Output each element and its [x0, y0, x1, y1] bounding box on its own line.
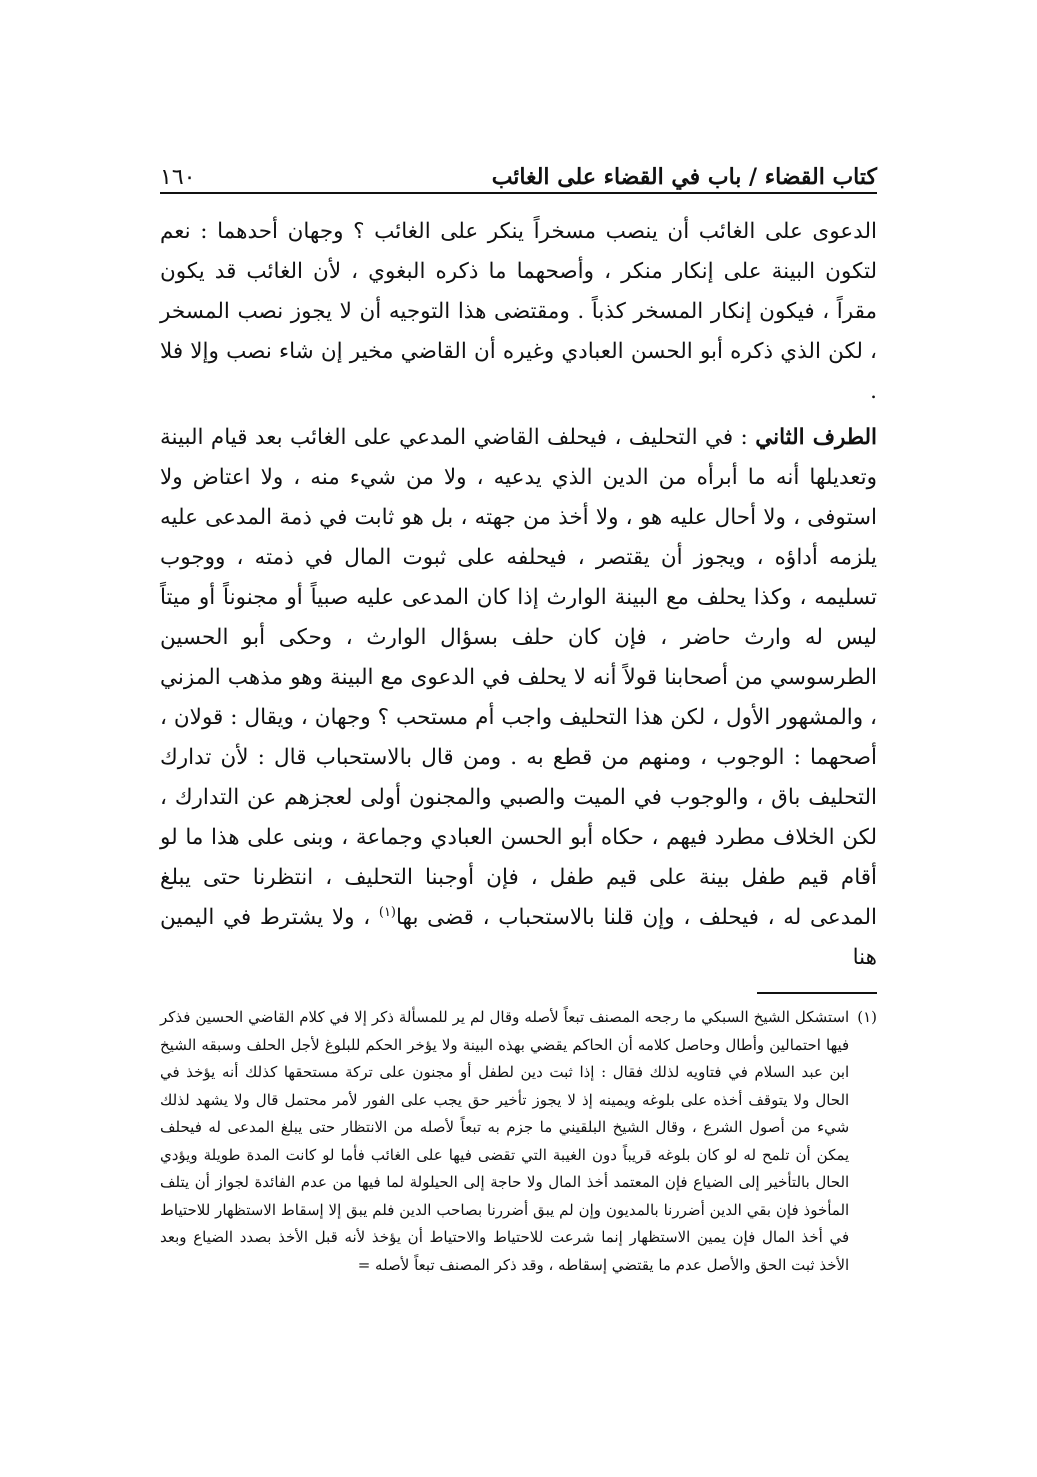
paragraph-2-lead: الطرف الثاني [755, 425, 878, 450]
footnote [160, 1004, 877, 1279]
document-page [160, 150, 877, 1279]
page-number: ١٦٠ [160, 165, 196, 190]
footnote-number: (١) [857, 1008, 877, 1026]
paragraph-2-end: ، ولا يشترط في اليمين هنا [160, 905, 877, 970]
header-rule [160, 192, 877, 194]
running-header [160, 150, 877, 190]
footnote-marker[interactable]: (١) [378, 904, 396, 920]
body-text [160, 212, 877, 978]
paragraph-2 [160, 418, 877, 978]
header-title: كتاب القضاء / باب في القضاء على الغائب [491, 164, 877, 190]
paragraph-1 [160, 212, 877, 412]
footnote-rule [757, 992, 877, 994]
paragraph-1-text: الدعوى على الغائب أن ينصب مسخراً ينكر على الغائب ؟ وجهان أحدهما : نعم لتكون البينة على إنكار منكر ، وأصحهما ما ذكره البغوي ، لأن الغائب قد يكون مقراً ، فيكون إنكار المسخر كذباً . ومقتضى هذا التوجيه أن لا يجوز نصب المسخر ، لكن الذي ذكره أبو الحسن العبادي وغيره أن القاضي مخير إن شاء نصب وإلا فلا . [160, 219, 877, 404]
paragraph-2-text: : في التحليف ، فيحلف القاضي المدعي على الغائب بعد قيام البينة وتعديلها أنه ما أبرأه من الدين الذي يدعيه ، ولا من شيء منه ، ولا اعتاض ولا استوفى ، ولا أحال عليه هو ، ولا أخذ من جهته ، بل هو ثابت في ذمة المدعى عليه يلزمه أداؤه ، ويجوز أن يقتصر ، فيحلفه على ثبوت المال في ذمته ، ووجوب تسليمه ، وكذا يحلف مع البينة الوارث إذا كان المدعى عليه صبياً أو مجنوناً أو ميتاً ليس له وارث حاضر ، فإن كان حلف بسؤال الوارث ، وحكى أبو الحسين الطرسوسي من أصحابنا قولاً أنه لا يحلف في الدعوى مع البينة وهو مذهب المزني ، والمشهور الأول ، لكن هذا التحليف واجب أم مستحب ؟ وجهان ، ويقال : قولان ، أصحهما : الوجوب ، ومنهم من قطع به . ومن قال بالاستحباب قال : لأن تدارك التحليف باق ، والوجوب في الميت والصبي والمجنون أولى لعجزهم عن التدارك ، لكن الخلاف مطرد فيهم ، حكاه أبو الحسن العبادي وجماعة ، وبنى على هذا ما لو أقام قيم طفل بينة على قيم طفل ، فإن أوجبنا التحليف ، انتظرنا حتى يبلغ المدعى له ، فيحلف ، وإن قلنا بالاستحباب ، قضى بها [160, 425, 877, 930]
footnote-text: استشكل الشيخ السبكي ما رجحه المصنف تبعاً لأصله وقال لم ير للمسألة ذكر إلا في كلام القاضي الحسين فذكر فيها احتمالين وأطال وحاصل كلامه أن الحاكم يقضي بهذه البينة ولا يؤخر الحكم للبلوغ لأجل الحلف وسبقه الشيخ ابن عبد السلام في فتاويه لذلك فقال : إذا ثبت دين لطفل أو مجنون على تركة مستحقها كذلك أنه يؤخذ في الحال ولا يتوقف أخذه على بلوغه ويمينه إذ لا يجوز تأخير حق يجب على الفور لأمر محتمل قال ولا يشهد لذلك شيء من أصول الشرع ، وقال الشيخ البلقيني ما جزم به تبعاً لأصله من الانتظار حتى يبلغ المدعى له فيحلف يمكن أن تلمح له لو كان بلوغه قريباً دون الغيبة التي تقضى فيها على الغائب فأما لو كانت المدة طويلة ويؤدي الحال بالتأخير إلى الضياع فإن المعتمد أخذ المال ولا حاجة إلى الحيلولة لما فيها من عدم الفائدة لجواز أن يتلف المأخوذ فإن بقي الدين أضررنا بالمديون وإن لم يبق أضررنا بصاحب الدين فلم يبق إلا إسقاط الاستظهار للاحتياط في أخذ المال فإن يمين الاستظهار إنما شرعت للاحتياط والاحتياط أن يؤخذ لأنه قبل الأخذ بصدد الضياع وبعد الأخذ ثبت الحق والأصل عدم ما يقتضي إسقاطه ، وقد ذكر المصنف تبعاً لأصله = [160, 1008, 850, 1274]
